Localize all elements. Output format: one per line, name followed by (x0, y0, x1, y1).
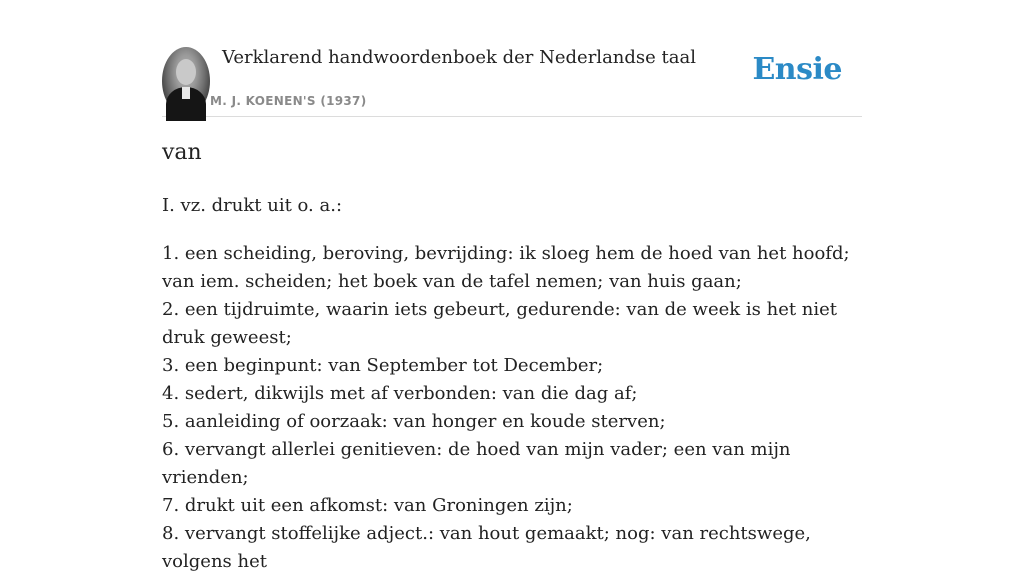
ensie-logo[interactable]: Ensie (752, 52, 842, 87)
entry-headword: van (162, 140, 202, 165)
definition-item: 5. aanleiding of oorzaak: van honger en koude sterven; (162, 411, 666, 432)
definition-item: 4. sedert, dikwijls met af verbonden: van die dag af; (162, 383, 638, 404)
definition-item: 7. drukt uit een afkomst: van Groningen zijn; (162, 495, 573, 516)
definition-item: 3. een beginpunt: van September tot December; (162, 355, 604, 376)
entry-intro: I. vz. drukt uit o. a.: (162, 195, 343, 216)
definition-item: 2. een tijdruimte, waarin iets gebeurt, gedurende: van de week is het niet druk geweest; (162, 299, 838, 348)
dictionary-author: M. J. KOENEN'S (1937) (210, 94, 367, 108)
definition-list (162, 240, 862, 576)
definition-item: 6. vervangt allerlei genitieven: de hoed van mijn vader; een van mijn vrienden; (162, 439, 791, 488)
site-header (162, 44, 862, 117)
author-portrait-icon (162, 47, 210, 115)
dictionary-title[interactable]: Verklarend handwoordenboek der Nederlandse taal (222, 47, 696, 68)
definition-item: 1. een scheiding, beroving, bevrijding: ik sloeg hem de hoed van het hoofd; van iem. scheiden; het boek van de tafel nemen; van huis gaan; (162, 243, 850, 292)
definition-item: 8. vervangt stoffelijke adject.: van hout gemaakt; nog: van rechtswege, volgens het (162, 523, 811, 572)
